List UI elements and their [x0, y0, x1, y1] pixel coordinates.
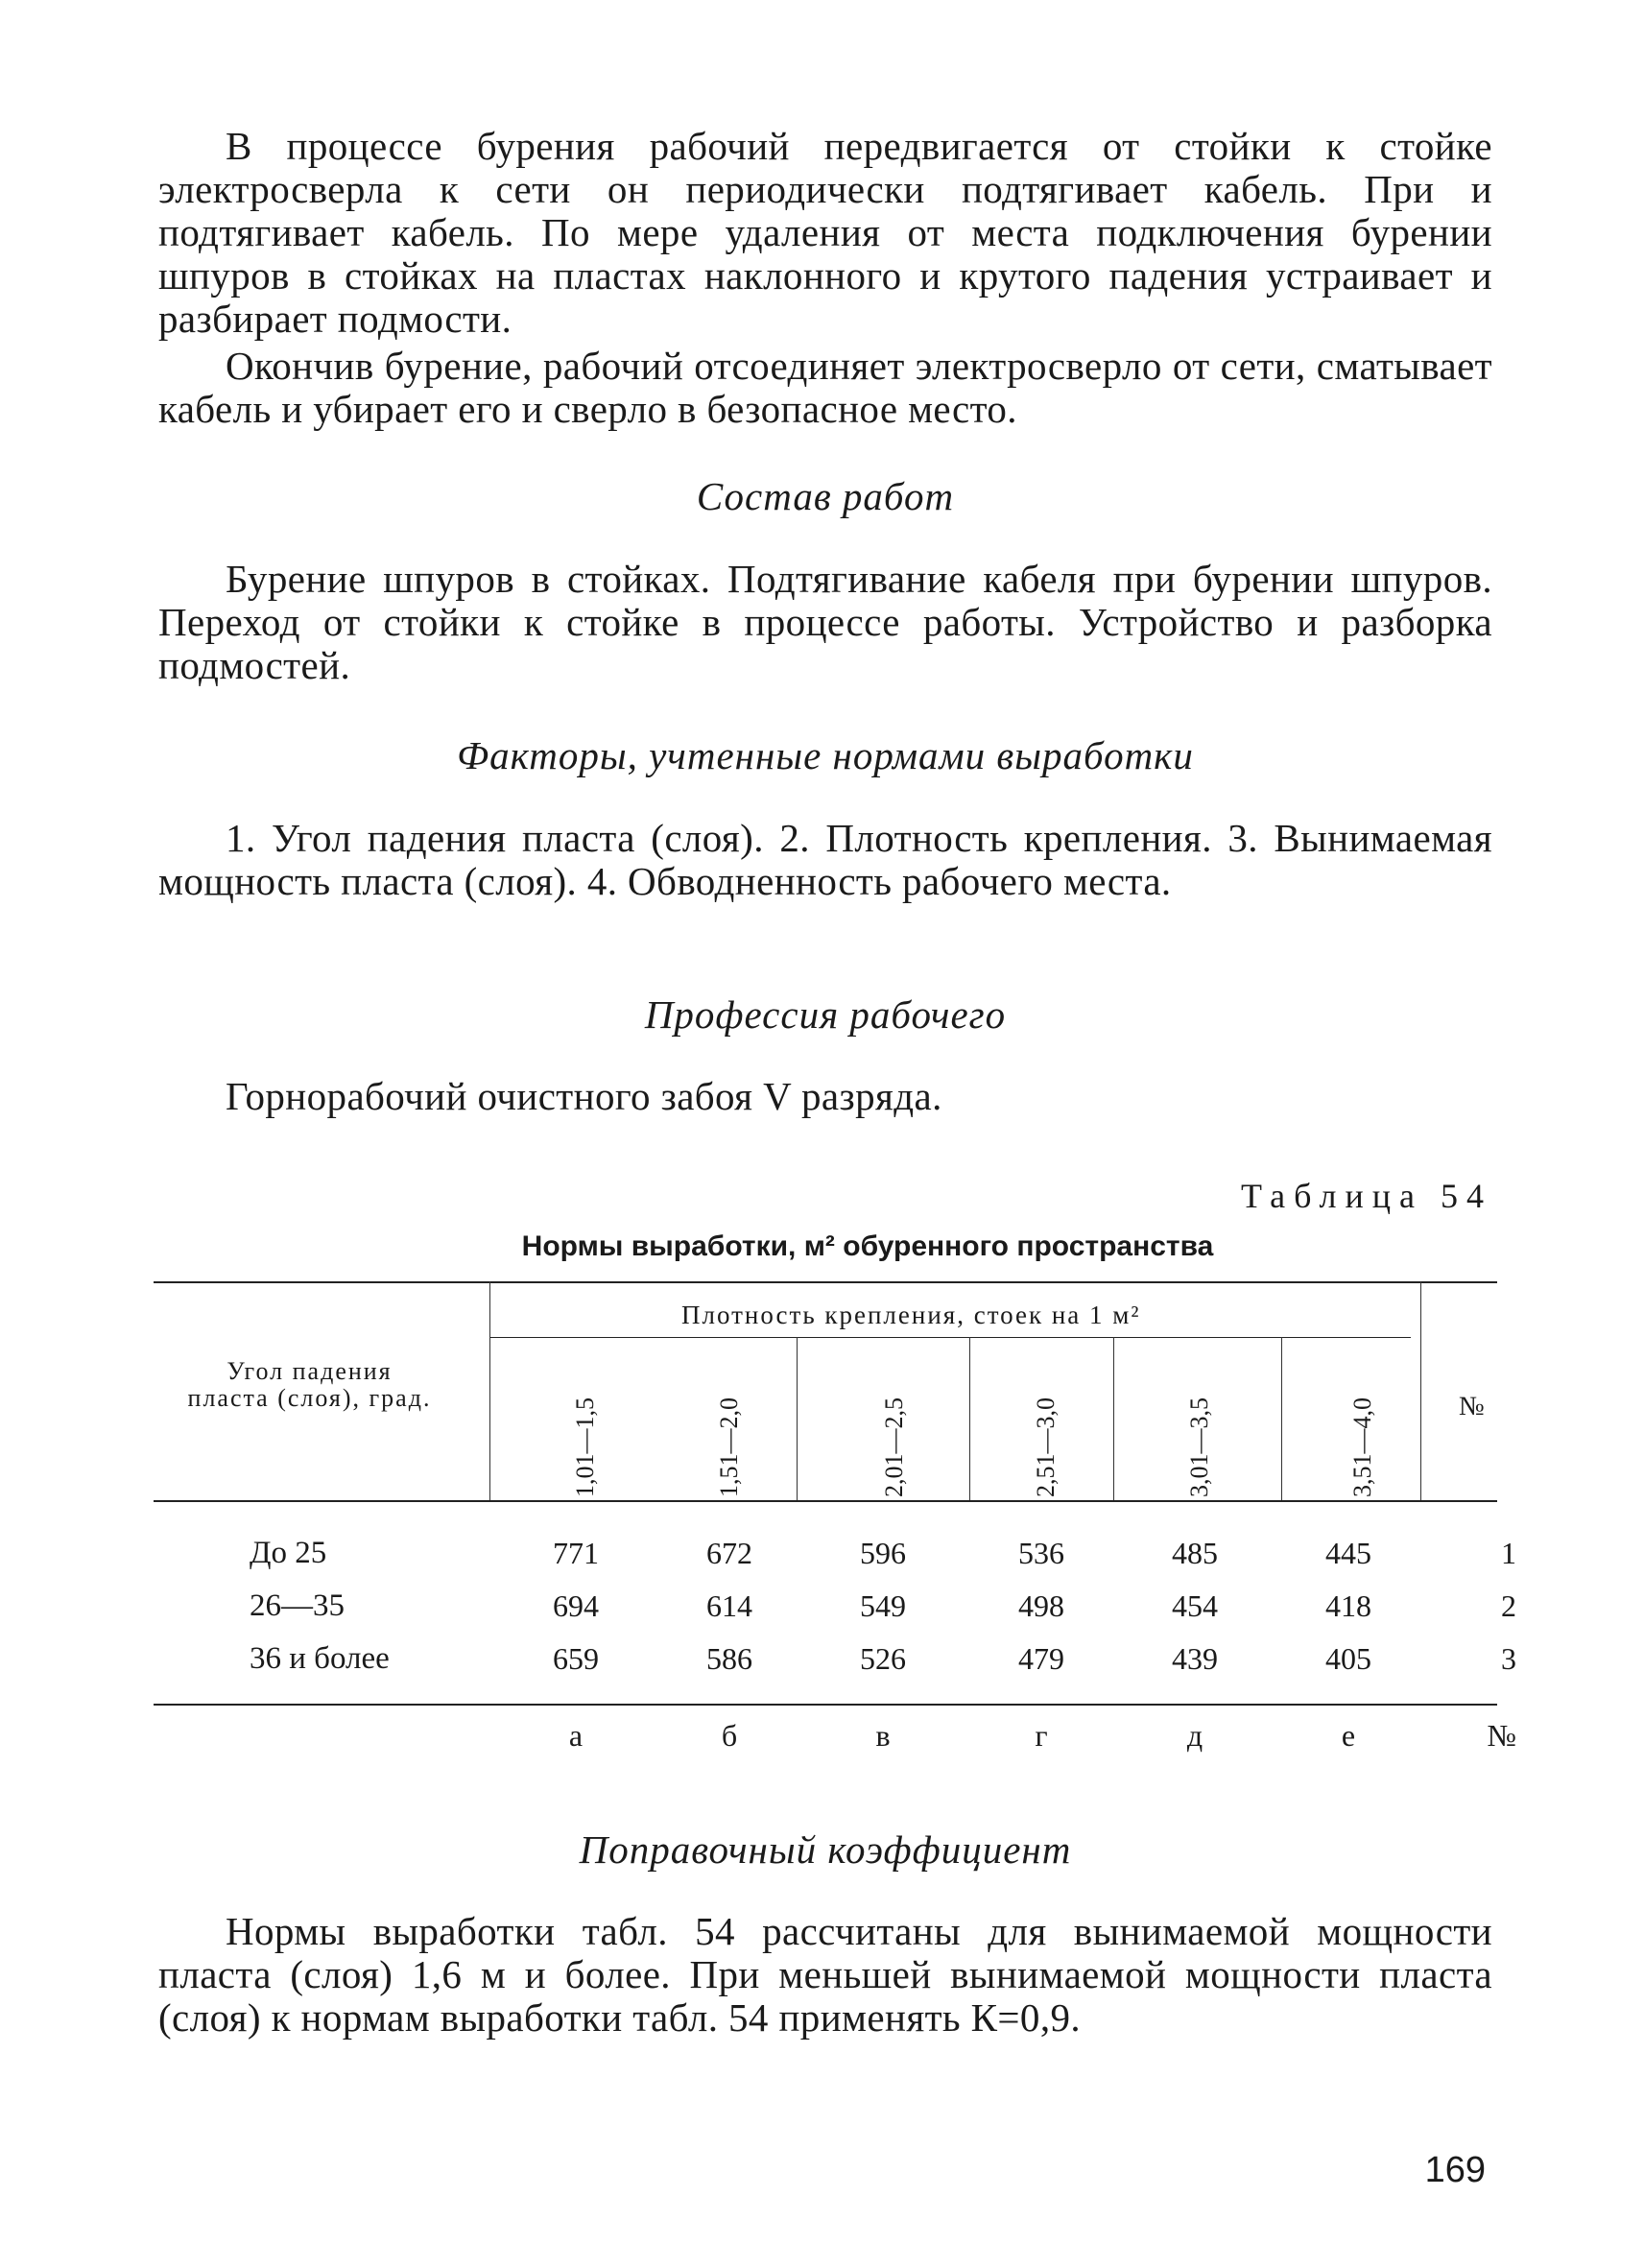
cell-2-6: 418: [1325, 1588, 1371, 1623]
column-header-5: 3,01—3,5: [1185, 1397, 1213, 1497]
section-heading-factors: Факторы, учтенные нормами выработки: [457, 733, 1194, 777]
divider-col-3: [1113, 1337, 1114, 1500]
intro-block: [158, 125, 1492, 431]
cell-1-3: 596: [860, 1536, 906, 1570]
section-profession: [158, 993, 1492, 1118]
cell-3-3: 526: [860, 1641, 906, 1676]
cell-3-1: 659: [553, 1641, 599, 1676]
table-top-rule: [154, 1281, 1497, 1283]
section-heading-correction: Поправочный коэффициент: [579, 1827, 1072, 1872]
column-letter-v: в: [875, 1718, 891, 1753]
column-letter-b: б: [721, 1718, 738, 1753]
row-label-2: 26—35: [250, 1588, 345, 1623]
table-bottom-rule: [154, 1704, 1497, 1706]
header-angle: Угол падения пласта (слоя), град.: [187, 1357, 432, 1412]
divider-col-1: [797, 1337, 798, 1500]
cell-3-5: 439: [1172, 1641, 1218, 1676]
row-no-3: 3: [1501, 1641, 1516, 1676]
divider-angle: [489, 1281, 490, 1500]
paragraph-process: В процессе бурения рабочий передвигается от стойки к стойке электросверла к сети он периодически подтягивает кабель. При и подтягивает кабель. По мере удаления от места подключения бурении шпуров в стойках на пластах наклонного и крутого падения устраивает и разбирает подмости.: [158, 124, 1492, 341]
section-text-composition: Бурение шпуров в стойках. Подтягивание кабеля при бурении шпуров. Переход от стойки к стойке в процессе работы. Устройство и разборка подмостей.: [158, 557, 1492, 687]
section-factors: [158, 734, 1492, 903]
column-header-4: 2,51—3,0: [1032, 1397, 1060, 1497]
cell-3-2: 586: [706, 1641, 752, 1676]
cell-2-1: 694: [553, 1588, 599, 1623]
column-letter-a: а: [568, 1718, 584, 1753]
cell-1-1: 771: [553, 1536, 599, 1570]
column-header-6: 3,51—4,0: [1348, 1397, 1376, 1497]
norms-table: [154, 1281, 1516, 1756]
cell-2-3: 549: [860, 1588, 906, 1623]
column-header-2: 1,51—2,0: [715, 1397, 743, 1497]
section-composition: [158, 475, 1492, 687]
table-label: Таблица 54: [1241, 1177, 1492, 1215]
divider-col-2: [969, 1337, 970, 1500]
section-heading-composition: Состав работ: [696, 474, 955, 518]
column-letter-d: д: [1186, 1718, 1203, 1753]
cell-1-4: 536: [1018, 1536, 1064, 1570]
divider-no: [1420, 1281, 1421, 1500]
column-header-1: 1,01—1,5: [571, 1397, 599, 1497]
row-label-3: 36 и более: [250, 1641, 390, 1676]
density-header-rule: [489, 1337, 1411, 1338]
paragraph-finish: Окончив бурение, рабочий отсоединяет электросверло от сети, сматывает кабель и убирает его и сверло в безопасное место.: [158, 344, 1492, 431]
letters-no-marker: №: [1487, 1718, 1516, 1753]
cell-1-6: 445: [1325, 1536, 1371, 1570]
cell-3-4: 479: [1018, 1641, 1064, 1676]
cell-1-5: 485: [1172, 1536, 1218, 1570]
header-no: №: [1459, 1392, 1485, 1421]
cell-2-4: 498: [1018, 1588, 1064, 1623]
page-number: 169: [1424, 2150, 1486, 2190]
table-header-rule: [154, 1500, 1497, 1502]
section-correction: [158, 1828, 1492, 2040]
header-density: Плотность крепления, стоек на 1 м²: [681, 1301, 1141, 1329]
section-text-correction: Нормы выработки табл. 54 рассчитаны для вынимаемой мощности пласта (слоя) 1,6 м и более. При меньшей вынимаемой мощности пласта (слоя) к нормам выработки табл. 54 применять К=0,9.: [158, 1909, 1492, 2040]
section-heading-profession: Профессия рабочего: [644, 992, 1007, 1037]
divider-col-4: [1281, 1337, 1282, 1500]
table-title: Нормы выработки, м² обуренного пространства: [521, 1230, 1214, 1262]
column-letter-e: е: [1341, 1718, 1356, 1753]
row-no-1: 1: [1501, 1536, 1516, 1570]
row-no-2: 2: [1501, 1588, 1516, 1623]
section-text-profession: Горнорабочий очистного забоя V разряда.: [226, 1074, 942, 1118]
cell-1-2: 672: [706, 1536, 752, 1570]
column-letter-g: г: [1035, 1718, 1048, 1753]
cell-2-5: 454: [1172, 1588, 1218, 1623]
cell-2-2: 614: [706, 1588, 752, 1623]
section-text-factors: 1. Угол падения пласта (слоя). 2. Плотность крепления. 3. Вынимаемая мощность пласта (слоя). 4. Обводненность рабочего места.: [158, 816, 1492, 903]
column-header-3: 2,01—2,5: [880, 1397, 908, 1497]
row-label-1: До 25: [250, 1536, 327, 1570]
cell-3-6: 405: [1325, 1641, 1371, 1676]
